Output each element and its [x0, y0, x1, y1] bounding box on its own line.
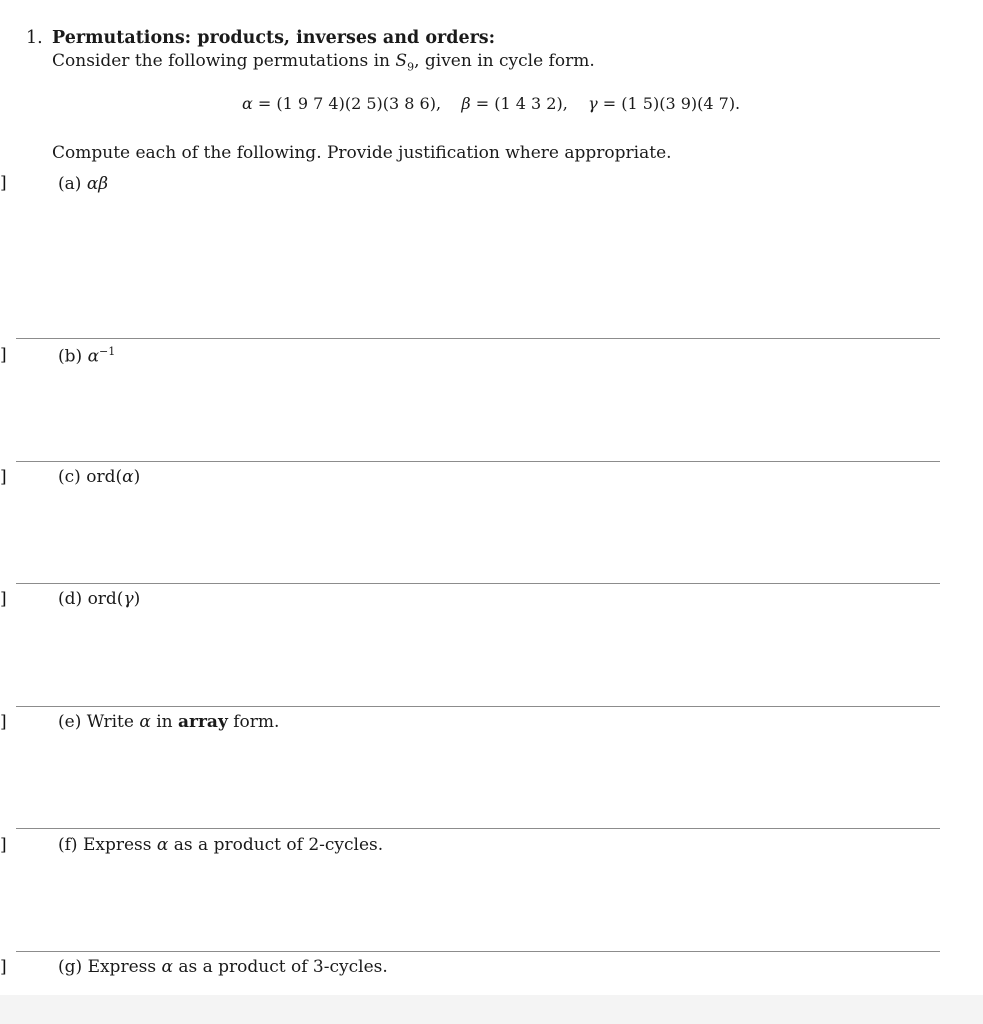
gamma-cycles: (1 5)(3 9)(4 7). [621, 94, 741, 113]
part-c-prefix: ord( [86, 467, 123, 487]
part-e-math: α [139, 712, 151, 732]
margin-bracket-d: ] [0, 589, 7, 609]
part-c-math: α [122, 467, 134, 487]
part-e-bold: array [178, 712, 228, 732]
part-d-prefix: ord( [87, 589, 124, 609]
question-title: Permutations: products, inverses and orders: [52, 28, 496, 48]
divider-a [16, 338, 940, 339]
permutation-definitions [242, 94, 740, 113]
divider-d [16, 706, 940, 707]
part-b [58, 345, 115, 367]
part-b-sup: −1 [99, 345, 116, 358]
part-b-label: (b) [58, 346, 83, 367]
margin-bracket-c: ] [0, 467, 7, 487]
group-symbol: S [395, 51, 408, 71]
part-c-label: (c) [58, 467, 81, 487]
part-e [58, 712, 279, 732]
page-bottom-band [0, 995, 983, 1024]
alpha-lhs: α = [242, 94, 277, 113]
part-e-text-2: in [150, 712, 178, 732]
group-subscript: 9 [407, 60, 415, 74]
question-intro [52, 51, 595, 73]
part-e-text-1: Write [86, 712, 140, 732]
margin-bracket-g: ] [0, 957, 7, 977]
part-a-math: αβ [86, 174, 109, 194]
part-f-text-2: as a product of 2-cycles. [168, 835, 384, 855]
part-c-suffix: ) [133, 467, 141, 487]
beta-lhs: β = [461, 94, 495, 113]
instructions: Compute each of the following. Provide justification where appropriate. [52, 143, 672, 163]
part-a-label: (a) [58, 174, 82, 194]
gamma-lhs: γ = [588, 94, 622, 113]
part-d-math: γ [123, 589, 134, 609]
part-g-label: (g) [58, 957, 83, 977]
part-g [58, 957, 388, 977]
part-f-math: α [156, 835, 169, 855]
margin-bracket-a: ] [0, 173, 7, 193]
question-number: 1. [26, 28, 43, 48]
beta-cycles: (1 4 3 2), [494, 94, 568, 113]
margin-bracket-e: ] [0, 712, 7, 732]
part-g-text-2: as a product of 3-cycles. [172, 957, 388, 977]
intro-suffix: , given in cycle form. [414, 51, 595, 71]
part-f-text-1: Express [82, 835, 157, 855]
part-g-math: α [161, 957, 173, 977]
part-f [58, 835, 383, 855]
part-e-text-3: form. [227, 712, 280, 732]
alpha-cycles: (1 9 7 4)(2 5)(3 8 6), [276, 94, 442, 113]
part-d-label: (d) [58, 589, 83, 609]
divider-f [16, 951, 940, 952]
divider-b [16, 461, 940, 462]
part-b-math: α [87, 346, 100, 367]
divider-e [16, 828, 940, 829]
part-e-label: (e) [58, 712, 82, 732]
margin-bracket-b: ] [0, 345, 7, 365]
part-d-suffix: ) [133, 589, 141, 609]
part-d [58, 589, 140, 609]
part-g-text-1: Express [87, 957, 162, 977]
intro-prefix: Consider the following permutations in [52, 51, 396, 71]
margin-bracket-f: ] [0, 835, 7, 855]
divider-c [16, 583, 940, 584]
part-c [58, 467, 140, 487]
part-f-label: (f) [58, 835, 78, 855]
part-a [58, 174, 108, 194]
